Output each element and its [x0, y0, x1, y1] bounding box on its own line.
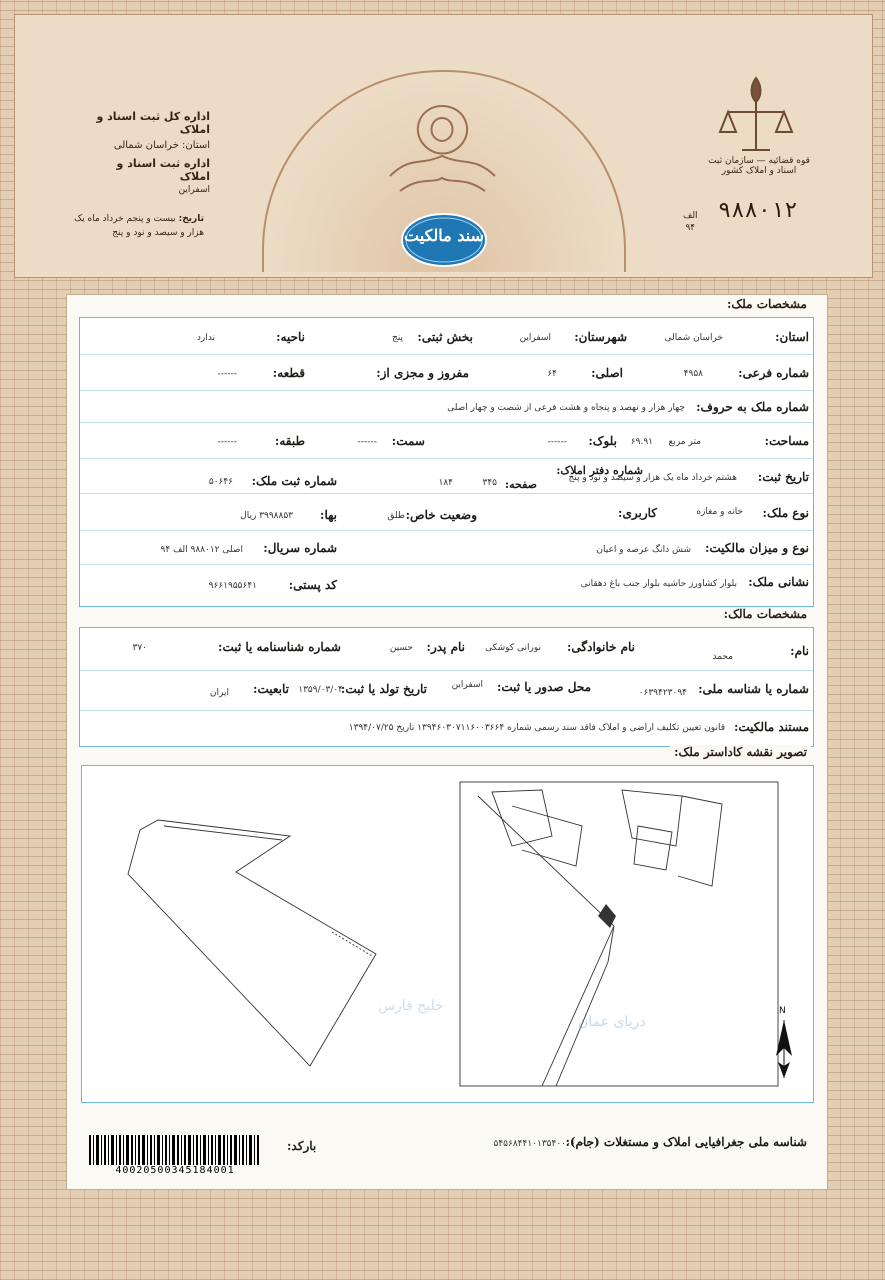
emblem-caption: قوه قضائیه — سازمان ثبت اسناد و املاک کشور — [708, 156, 810, 176]
main-number-value: ۶۴ — [547, 369, 557, 379]
land-area-unit: متر مربع — [668, 437, 701, 447]
property-box — [79, 317, 814, 607]
serial-value: اصلی ۹۸۸۰۱۲ الف ۹۴ — [160, 545, 243, 555]
sea-label-gulf: خلیج فارس — [378, 998, 444, 1014]
office-line1: اداره کل ثبت اسناد و املاک — [96, 110, 210, 136]
usage-label: کاربری: — [618, 506, 657, 520]
county-value: اسفراین — [519, 333, 551, 343]
main-number-label: اصلی: — [591, 366, 623, 380]
nationality-label: تابعیت: — [253, 682, 289, 696]
ownership-document-value: قانون تعیین تکلیف اراضی و املاک فاقد سند رسمی شماره ۱۳۹۴۶۰۳۰۷۱۱۶۰۰۳۶۶۴ تاریخ ۱۳۹۴/۰۷/۲۵ — [348, 723, 725, 733]
footer-row — [87, 1135, 807, 1175]
page-value: ۳۴۵ — [482, 478, 497, 488]
parcel-value: ------ — [217, 369, 237, 379]
province-label: استان: — [775, 330, 809, 344]
registration-date-value: هشتم خرداد ماه یک هزار و سیصد و نود و پنج — [568, 473, 737, 483]
north-mark: N — [779, 1006, 786, 1016]
page-label: صفحه: — [505, 478, 537, 491]
office-province: استان: خراسان شمالی — [113, 140, 210, 151]
price-value: ۳۹۹۸۸۵۳ ریال — [240, 511, 293, 521]
floor-label: طبقه: — [274, 434, 305, 448]
province-value: خراسان شمالی — [664, 333, 723, 343]
number-in-words-label: شماره ملک به حروف: — [696, 400, 809, 414]
postal-code-value: ۹۶۶۱۹۵۵۶۴۱ — [208, 581, 257, 591]
series-label: الف — [683, 211, 698, 221]
father-name-value: حسین — [389, 643, 413, 653]
land-area-value: ۶۹.۹۱ — [630, 437, 653, 447]
floor-value: ------ — [217, 437, 237, 447]
office-line2: اداره ثبت اسناد و املاک — [116, 157, 210, 183]
number-in-words-value: چهار هزار و نهصد و پنجاه و هشت فرعی از شصت و چهار اصلی — [447, 403, 685, 413]
series-value: ۹۴ — [685, 223, 696, 233]
father-name-label: نام پدر: — [426, 640, 465, 654]
ledger-number-label: شماره دفتر املاک: — [556, 464, 643, 477]
issue-date — [68, 212, 204, 240]
national-code-value: ۰۶۳۹۴۲۳۰۹۴ — [638, 688, 687, 698]
ownership-type-label: نوع و میزان مالکیت: — [704, 541, 809, 555]
price-label: بها: — [320, 508, 337, 522]
geo-id-label: شناسه ملی جغرافیایی املاک و مستغلات (جام): — [565, 1135, 807, 1149]
area-label: ناحیه: — [276, 330, 305, 344]
sub-number-value: ۴۹۵۸ — [683, 369, 703, 379]
address-label: نشانی ملک: — [748, 575, 809, 589]
last-name-label: نام خانوادگی: — [566, 640, 635, 654]
owner-section-title: مشخصات مالک: — [720, 607, 811, 621]
special-status-value: طلق — [387, 511, 405, 521]
issuing-office — [90, 110, 210, 195]
side-label: سمت: — [391, 434, 425, 448]
registry-district-label: بخش ثبتی: — [417, 330, 473, 344]
parcel-label: قطعه: — [272, 366, 305, 380]
property-type-label: نوع ملک: — [762, 506, 809, 520]
registration-date-label: تاریخ ثبت: — [757, 470, 809, 484]
id-number-value: ۳۷۰ — [132, 643, 147, 653]
place-of-issue-value: اسفراین — [451, 680, 483, 690]
registry-district-value: پنج — [391, 333, 403, 343]
address-value: بلوار کشاورز حاشیه بلوار جنب باغ دهقانی — [580, 579, 737, 589]
county-label: شهرستان: — [574, 330, 627, 344]
property-section-title: مشخصات ملک: — [723, 297, 811, 311]
national-code-label: شماره یا شناسه ملی: — [698, 682, 809, 696]
block-value: ------ — [547, 437, 567, 447]
registration-number-label: شماره ثبت ملک: — [251, 474, 337, 488]
ledger-number-value: ۱۸۴ — [438, 478, 453, 488]
area-value: ندارد — [196, 333, 215, 343]
id-number-label: شماره شناسنامه یا ثبت: — [218, 640, 341, 654]
title-badge-text: سند مالکیت — [404, 226, 484, 245]
serial-label: شماره سریال: — [263, 541, 337, 555]
last-name-value: نورانی کوشکی — [485, 643, 541, 653]
nationality-value: ایران — [209, 688, 229, 698]
cadastral-map — [81, 765, 814, 1103]
issue-date-text: بیست و پنجم خرداد ماه یک هزار و سیصد و نود و پنج — [74, 214, 204, 238]
sea-label-oman: دریای عمان — [578, 1014, 646, 1030]
owner-box — [79, 627, 814, 747]
registration-number-value: ۵۰۶۴۶ — [208, 477, 233, 487]
separated-from-label: مفروز و مجزی از: — [376, 366, 469, 380]
barcode-label: بارکد: — [287, 1139, 317, 1153]
place-of-issue-label: محل صدور یا ثبت: — [496, 680, 591, 694]
map-section-title: تصویر نقشه کاداستر ملک: — [670, 745, 811, 759]
cadastral-map-drawing — [82, 766, 813, 1102]
property-type-value: خانه و مغازه — [696, 507, 743, 517]
geo-id-value: ۵۴۵۶۸۴۴۱۰۱۳۵۴۰۰۰۰۰۰۰۰ — [493, 1139, 595, 1149]
first-name-label: نام: — [790, 644, 809, 658]
ownership-type-value: شش دانگ عرصه و اعیان — [596, 545, 691, 555]
barcode-number: 4002050034518400​1 — [115, 1165, 235, 1176]
sub-number-label: شماره فرعی: — [738, 366, 809, 380]
block-label: بلوک: — [588, 434, 617, 448]
birth-date-value: ۱۳۵۹/۰۳/۰۴ — [298, 685, 343, 695]
ornament-icon — [380, 96, 505, 196]
issue-date-label: تاریخ: — [178, 214, 204, 224]
office-city: اسفراین — [178, 185, 210, 195]
barcode-icon — [89, 1135, 261, 1165]
postal-code-label: کد پستی: — [288, 578, 337, 592]
first-name-value: محمد — [712, 652, 733, 662]
form-panel — [66, 294, 828, 1190]
special-status-label: وضعیت خاص: — [405, 508, 477, 522]
serial-number: ۹۸۸۰۱۲ — [718, 198, 798, 223]
birth-date-label: تاریخ تولد یا ثبت: — [340, 682, 427, 696]
side-value: ------ — [357, 437, 377, 447]
land-area-label: مساحت: — [764, 434, 809, 448]
ownership-document-label: مستند مالکیت: — [733, 720, 809, 734]
series-code — [683, 210, 698, 234]
